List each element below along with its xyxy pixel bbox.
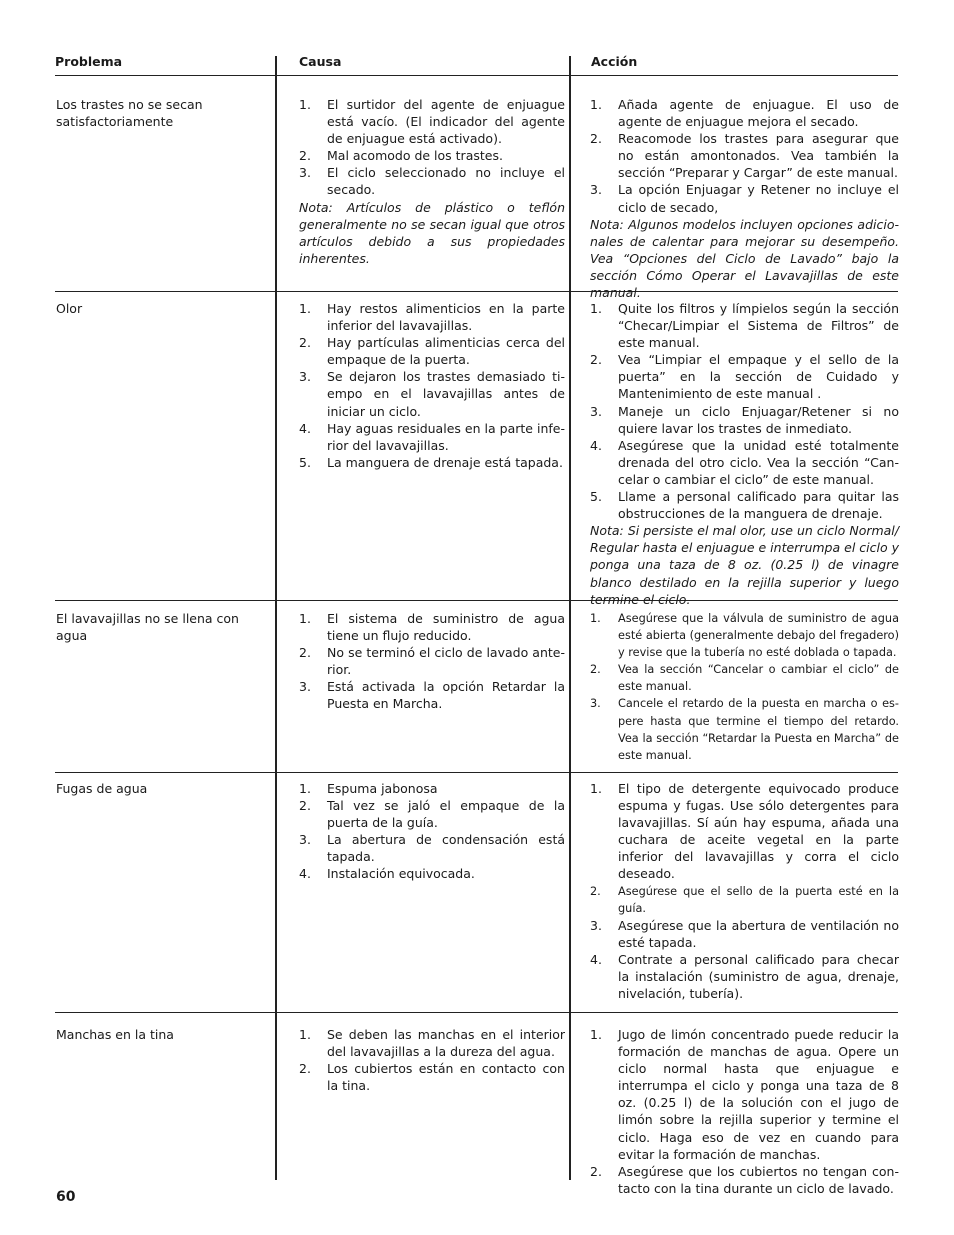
cause-cell (299, 300, 565, 471)
list-item: 2. Vea “Limpiar el empaque y el sello de la puerta” en la sección de Cuidado y Mantenimiento de este manual . (590, 352, 899, 402)
page-number: 60 (56, 1189, 76, 1205)
list-item: 3. Maneje un ciclo Enjuagar/Retener si no quiere lavar los trastes de inmediato. (590, 403, 899, 436)
list-item: 3. La abertura de condensación está tapada. (299, 832, 565, 865)
list-item: 2. Los cubiertos están en contacto con la tina. (299, 1061, 565, 1094)
action-cell (590, 610, 899, 764)
list-item: 1. Jugo de limón concentrado puede reducir la formación de manchas de agua. Opere un ciclo normal hasta que enjuague e interrumpa el ciclo y ponga una taza de 8 oz. (0.25 l) de la solución con el jugo de limón sobre la rejilla superior y termine el ciclo. Haga eso de vez en cuando para evitar la formación de manchas. (590, 1027, 899, 1162)
table-header (55, 50, 898, 76)
action-list (590, 300, 899, 522)
cause-list (299, 300, 565, 471)
header-action: Acción (591, 54, 638, 69)
problem-cell: Olor (56, 301, 83, 316)
list-item: 5. La manguera de drenaje está tapada. (299, 454, 563, 470)
list-item: 2. No se terminó el ciclo de lavado anterior. (299, 645, 565, 678)
list-item: 1. Quite los filtros y límpielos según la sección “Checar/Limpiar el Sistema de Filtros” de este manual. (590, 301, 899, 351)
action-list (590, 1026, 899, 1197)
list-item: 2. Asegúrese que el sello de la puerta esté en la guía. (590, 884, 899, 915)
list-item: 4. Contrate a personal calificado para checar la instalación (suministro de agua, drenaje, nivelación, tubería). (590, 951, 899, 1002)
cause-list (299, 610, 565, 713)
row-divider (55, 772, 898, 773)
list-item: 3. La opción Enjuagar y Retener no incluye el ciclo de secado, (590, 182, 899, 215)
list-item: 1. El tipo de detergente equivocado produce espuma y fugas. Use sólo detergentes para lavavajillas. Sí aún hay espuma, añada una cuchara de aceite vegetal en la parte inferior del lavavajillas y corra el ciclo deseado. (590, 781, 899, 882)
list-item: 5. Llame a personal calificado para quitar las obstrucciones de la manguera de drenaje. (590, 489, 899, 522)
list-item: 1. Se deben las manchas en el interior del lavavajillas a la dureza del agua. (299, 1027, 565, 1060)
problem-cell: Los trastes no se secan satisfactoriamente (56, 97, 203, 130)
list-item: 3. Está activada la opción Retardar la Puesta en Marcha. (299, 679, 565, 712)
row-divider (55, 1012, 898, 1013)
list-item: 2. Reacomode los trastes para asegurar que no están amontonados. Vea también la sección “Preparar y Cargar” de este manual. (590, 131, 899, 181)
cause-list (299, 780, 565, 883)
action-cell (590, 300, 899, 608)
list-item: 4. Asegúrese que la unidad esté totalmente drenada del otro ciclo. Vea la sección “Cancelar o cambiar el ciclo” de este manual. (590, 437, 899, 487)
list-item: 4. Instalación equivocada. (299, 866, 475, 882)
list-item: 2. Hay partículas alimenticias cerca del empaque de la puerta. (299, 335, 565, 368)
list-item: 1. Hay restos alimenticios en la parte inferior del lavavajillas. (299, 301, 565, 334)
list-item: 4. Hay aguas residuales en la parte inferior del lavavajillas. (299, 420, 565, 453)
list-item: 1. Espuma jabonosa (299, 781, 438, 796)
cause-list (299, 1026, 565, 1094)
list-item: 3. Cancele el retardo de la puesta en marcha o espere hasta que termine el tiempo del retardo. Vea la sección “Retardar la Puesta en Marcha” de este manual. (590, 697, 899, 762)
list-item: 3. Se dejaron los trastes demasiado tiempo en el lavavajillas antes de iniciar un ciclo. (299, 369, 565, 419)
list-item: 3. El ciclo seleccionado no incluye el secado. (299, 165, 565, 198)
problem-cell: Manchas en la tina (56, 1027, 174, 1042)
action-cell (590, 780, 899, 1002)
action-note: Nota: Algunos modelos incluyen opciones adicionales de calentar para mejorar su desempeño. Vea “Opciones del Ciclo de Lavado” bajo la sección Cómo Operar el Lavavajillas de este manual. (590, 216, 899, 301)
cause-list (299, 96, 565, 199)
list-item: 2. Tal vez se jaló el empaque de la puerta de la guía. (299, 798, 565, 831)
header-cause: Causa (299, 54, 342, 69)
list-item: 3. Asegúrese que la abertura de ventilación no esté tapada. (590, 917, 899, 950)
cause-cell (299, 780, 565, 883)
action-note: Nota: Si persiste el mal olor, use un ciclo Normal/ Regular hasta el enjuague e interrumpa el ciclo y ponga una taza de 8 oz. (0.25 l) de vinagre blanco destilado en la rejilla superior y luego termine el ciclo. (590, 523, 899, 607)
action-cell (590, 96, 899, 301)
cause-note: Nota: Artículos de plástico o teflón generalmente no se secan igual que otros artículos debido a sus propiedades inherentes. (299, 199, 565, 266)
problem-cell: Fugas de agua (56, 781, 148, 796)
list-item: 2. Asegúrese que los cubiertos no tengan contacto con la tina durante un ciclo de lavado. (590, 1163, 899, 1196)
list-item: 2. Mal acomodo de los trastes. (299, 148, 503, 164)
list-item: 1. El surtidor del agente de enjuague está vacío. (El indicador del agente de enjuague está activado). (299, 97, 565, 147)
action-cell (590, 1026, 899, 1197)
cause-cell (299, 610, 565, 713)
header-problem: Problema (55, 54, 123, 69)
list-item: 1. El sistema de suministro de agua tiene un flujo reducido. (299, 611, 565, 644)
list-item: 1. Asegúrese que la válvula de suministro de agua esté abierta (generalmente debajo del fregadero) y revise que la tubería no esté doblada o tapada. (590, 612, 899, 660)
list-item: 1. Añada agente de enjuague. El uso de agente de enjuague mejora el secado. (590, 97, 899, 130)
action-list (590, 780, 899, 1002)
cause-cell (299, 96, 565, 267)
problem-cell: El lavavajillas no se llena con agua (56, 611, 239, 644)
action-list (590, 96, 899, 216)
cause-cell (299, 1026, 565, 1094)
action-list (590, 610, 899, 764)
list-item: 2. Vea la sección “Cancelar o cambiar el ciclo” de este manual. (590, 663, 899, 694)
